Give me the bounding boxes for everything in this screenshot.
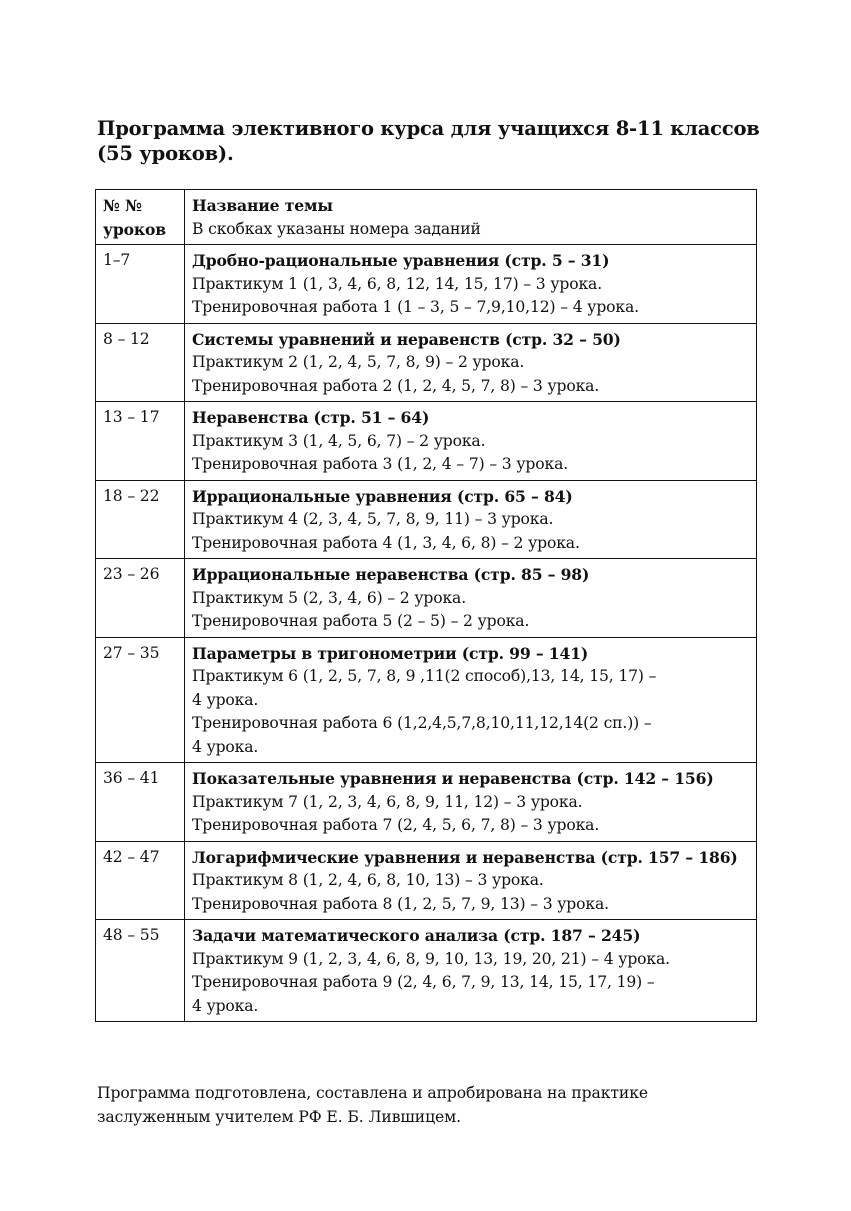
topic-detail-line: Практикум 1 (1, 3, 4, 6, 8, 12, 14, 15, 17) – 3 урока.: [192, 274, 603, 293]
topic-title: Задачи математического анализа (стр. 187 – 245): [192, 926, 641, 945]
topic-cell: [185, 559, 757, 638]
topic-title: Дробно-рациональные уравнения (стр. 5 – 31): [192, 251, 610, 270]
lessons-range: 36 – 41: [103, 769, 160, 787]
table-row: [96, 920, 757, 1022]
table-row: [96, 480, 757, 559]
footer-note: [97, 1082, 797, 1129]
header-topic-note: В скобках указаны номера заданий: [192, 219, 481, 238]
topic-title: Иррациональные уравнения (стр. 65 – 84): [192, 486, 573, 506]
topic-detail-line: Практикум 8 (1, 2, 4, 6, 8, 10, 13) – 3 урока.: [192, 871, 544, 889]
topic-cell: [185, 245, 757, 324]
topic-detail-line: 4 урока.: [192, 996, 259, 1015]
lessons-range: 42 – 47: [103, 847, 160, 866]
topic-title: Системы уравнений и неравенств (стр. 32 – 50): [192, 329, 621, 349]
header-lessons-line1: № №: [103, 196, 142, 215]
topic-cell: [185, 323, 757, 402]
lessons-cell: [96, 480, 185, 559]
topic-detail-line: 4 урока.: [192, 737, 259, 756]
topic-cell: [185, 920, 757, 1022]
topic-cell: [185, 841, 757, 920]
topic-detail-line: Тренировочная работа 2 (1, 2, 4, 5, 7, 8) – 3 урока.: [192, 376, 600, 395]
topic-cell: [185, 480, 757, 559]
topic-detail-line: Тренировочная работа 9 (2, 4, 6, 7, 9, 13, 14, 15, 17, 19) –: [192, 973, 655, 991]
lessons-cell: [96, 559, 185, 638]
lessons-range: 48 – 55: [103, 926, 160, 944]
footer-line-2: заслуженным учителем РФ Е. Б. Лившицем.: [97, 1107, 462, 1126]
topic-detail-line: Тренировочная работа 6 (1,2,4,5,7,8,10,11,12,14(2 сп.)) –: [192, 714, 652, 732]
topic-detail-line: Практикум 3 (1, 4, 5, 6, 7) – 2 урока.: [192, 431, 486, 450]
topic-cell: [185, 763, 757, 842]
table-row: [96, 763, 757, 842]
lessons-cell: [96, 841, 185, 920]
topic-title: Логарифмические уравнения и неравенства (стр. 157 – 186): [192, 847, 738, 867]
header-lessons-cell: [96, 190, 185, 245]
topic-detail-line: Тренировочная работа 7 (2, 4, 5, 6, 7, 8) – 3 урока.: [192, 816, 600, 834]
table-row: [96, 841, 757, 920]
footer-line-1: Программа подготовлена, составлена и апробирована на практике: [97, 1084, 648, 1102]
topic-detail-line: Тренировочная работа 5 (2 – 5) – 2 урока.: [192, 612, 530, 630]
topic-title: Неравенства (стр. 51 – 64): [192, 408, 430, 427]
topic-detail-line: Практикум 9 (1, 2, 3, 4, 6, 8, 9, 10, 13, 19, 20, 21) – 4 урока.: [192, 949, 670, 968]
table-row: [96, 402, 757, 481]
course-program-table: [95, 189, 757, 1022]
table-header-row: [96, 190, 757, 245]
topic-detail-line: Практикум 4 (2, 3, 4, 5, 7, 8, 9, 11) – 3 урока.: [192, 510, 554, 528]
lessons-cell: [96, 245, 185, 324]
lessons-cell: [96, 920, 185, 1022]
lessons-range: 8 – 12: [103, 329, 150, 348]
topic-cell: [185, 402, 757, 481]
topic-title: Показательные уравнения и неравенства (стр. 142 – 156): [192, 769, 714, 788]
page-title: Программа элективного курса для учащихся 8-11 классов (55 уроков).: [97, 117, 760, 165]
lessons-range: 27 – 35: [103, 643, 160, 662]
lessons-range: 1–7: [103, 251, 131, 269]
header-topic-title: Название темы: [192, 196, 333, 215]
lessons-cell: [96, 763, 185, 842]
topic-detail-line: Практикум 5 (2, 3, 4, 6) – 2 урока.: [192, 588, 467, 607]
lessons-range: 13 – 17: [103, 408, 160, 426]
lessons-cell: [96, 323, 185, 402]
table-row: [96, 559, 757, 638]
topic-detail-line: Тренировочная работа 4 (1, 3, 4, 6, 8) – 2 урока.: [192, 533, 580, 552]
topic-title: Иррациональные неравенства (стр. 85 – 98): [192, 565, 590, 584]
topic-detail-line: Практикум 7 (1, 2, 3, 4, 6, 8, 9, 11, 12) – 3 урока.: [192, 792, 583, 811]
topic-title: Параметры в тригонометрии (стр. 99 – 141): [192, 643, 589, 663]
table-row: [96, 245, 757, 324]
table-row: [96, 637, 757, 763]
lessons-range: 23 – 26: [103, 565, 160, 583]
header-topic-cell: [185, 190, 757, 245]
topic-detail-line: Тренировочная работа 1 (1 – 3, 5 – 7,9,10,12) – 4 урока.: [192, 298, 639, 316]
topic-detail-line: Практикум 6 (1, 2, 5, 7, 8, 9 ,11(2 способ),13, 14, 15, 17) –: [192, 667, 657, 685]
topic-detail-line: Тренировочная работа 8 (1, 2, 5, 7, 9, 13) – 3 урока.: [192, 894, 609, 913]
topic-detail-line: Практикум 2 (1, 2, 4, 5, 7, 8, 9) – 2 урока.: [192, 353, 525, 371]
table-row: [96, 323, 757, 402]
table-body: [96, 190, 757, 1022]
lessons-range: 18 – 22: [103, 486, 160, 505]
topic-detail-line: Тренировочная работа 3 (1, 2, 4 – 7) – 3 урока.: [192, 455, 569, 473]
header-lessons-line2: уроков: [103, 219, 166, 239]
topic-cell: [185, 637, 757, 763]
lessons-cell: [96, 637, 185, 763]
topic-detail-line: 4 урока.: [192, 690, 259, 709]
lessons-cell: [96, 402, 185, 481]
